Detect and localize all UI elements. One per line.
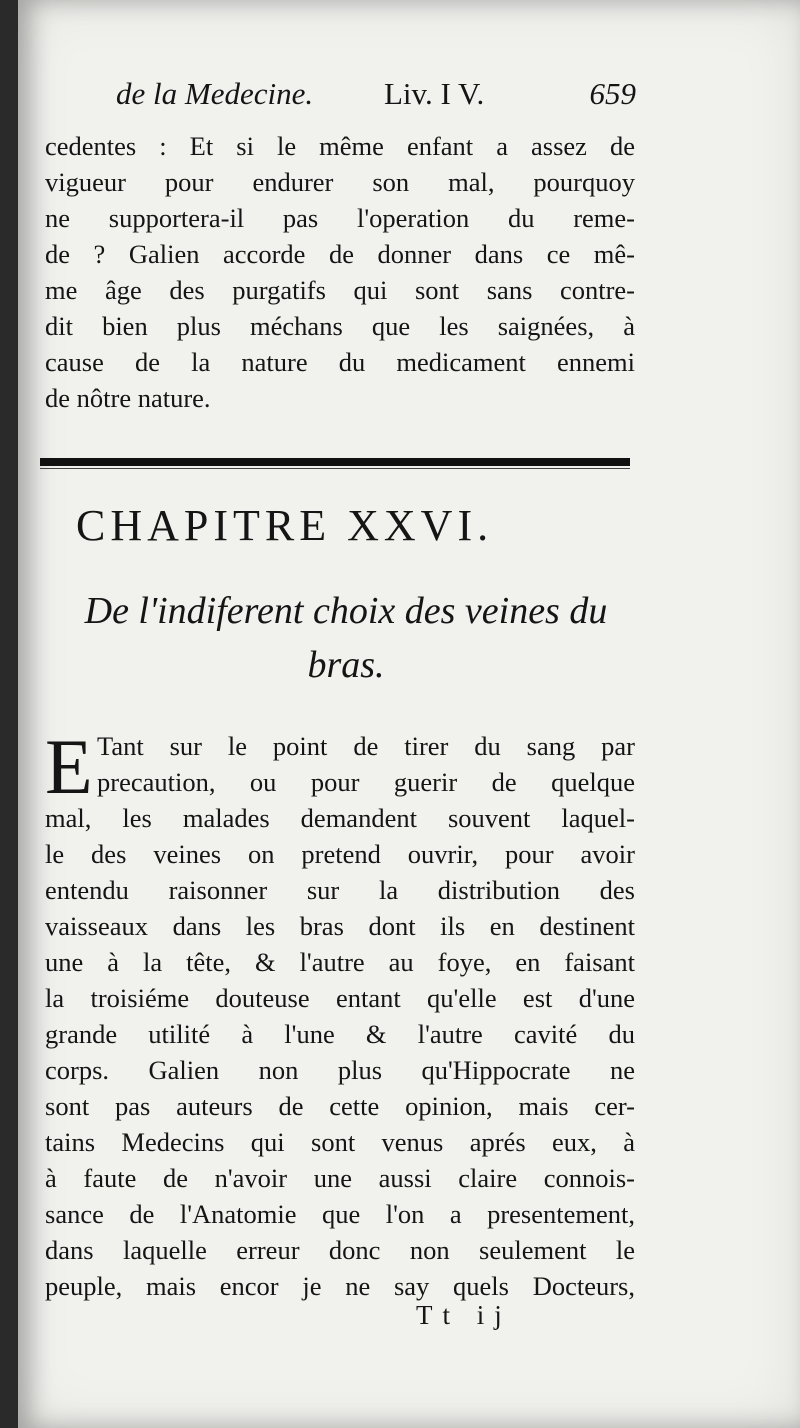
text-line: cause de la nature du medicament ennemi	[45, 347, 635, 377]
text-line: corps. Galien non plus qu'Hippocrate ne	[45, 1055, 635, 1085]
text-line: ne supportera-il pas l'operation du reme-	[45, 203, 635, 233]
section-rule-thin	[40, 468, 630, 469]
text-line: de ? Galien accorde de donner dans ce mê-	[45, 239, 635, 269]
text-line: sance de l'Anatomie que l'on a presentement,	[45, 1199, 635, 1229]
catchword: Tt ij	[416, 1300, 512, 1330]
text-line: le des veines on pretend ouvrir, pour avoir	[45, 839, 635, 869]
section-rule	[40, 458, 630, 466]
book-page	[18, 0, 800, 1428]
chapter-subtitle	[46, 584, 646, 692]
text-line: dit bien plus méchans que les saignées, à	[45, 311, 635, 341]
text-line: la troisiéme douteuse entant qu'elle est d'une	[45, 983, 635, 1013]
text-line: entendu raisonner sur la distribution des	[45, 875, 635, 905]
chapter-title: CHAPITRE XXVI.	[76, 501, 494, 550]
text-line: grande utilité à l'une & l'autre cavité du	[45, 1019, 635, 1049]
text-line: à faute de n'avoir une aussi claire connois-	[45, 1163, 635, 1193]
text-line: vigueur pour endurer son mal, pourquoy	[45, 167, 635, 197]
running-head	[106, 76, 636, 120]
text-line: cedentes : Et si le même enfant a assez de	[45, 131, 635, 161]
text-line: tains Medecins qui sont venus aprés eux, à	[45, 1127, 635, 1157]
text-line: peuple, mais encor je ne say quels Docteurs,	[45, 1271, 635, 1301]
text-line: precaution, ou pour guerir de quelque	[97, 767, 635, 797]
text-line: mal, les malades demandent souvent laquel-	[45, 803, 635, 833]
text-line: une à la tête, & l'autre au foye, en faisant	[45, 947, 635, 977]
text-line: de nôtre nature.	[45, 383, 211, 413]
running-head-title: de la Medecine.	[116, 76, 314, 111]
chapter-subtitle-line-1: De l'indiferent choix des veines du	[84, 590, 608, 632]
text-line: sont pas auteurs de cette opinion, mais cer-	[45, 1091, 635, 1121]
text-line: me âge des purgatifs qui sont sans contre-	[45, 275, 635, 305]
page-number: 659	[589, 76, 636, 111]
text-line: Tant sur le point de tirer du sang par	[97, 731, 635, 761]
drop-cap: E	[45, 723, 93, 810]
text-line: dans laquelle erreur donc non seulement le	[45, 1235, 635, 1265]
text-line: vaisseaux dans les bras dont ils en destinent	[45, 911, 635, 941]
chapter-subtitle-line-2: bras.	[307, 644, 385, 686]
running-head-book: Liv. I V.	[384, 76, 485, 111]
